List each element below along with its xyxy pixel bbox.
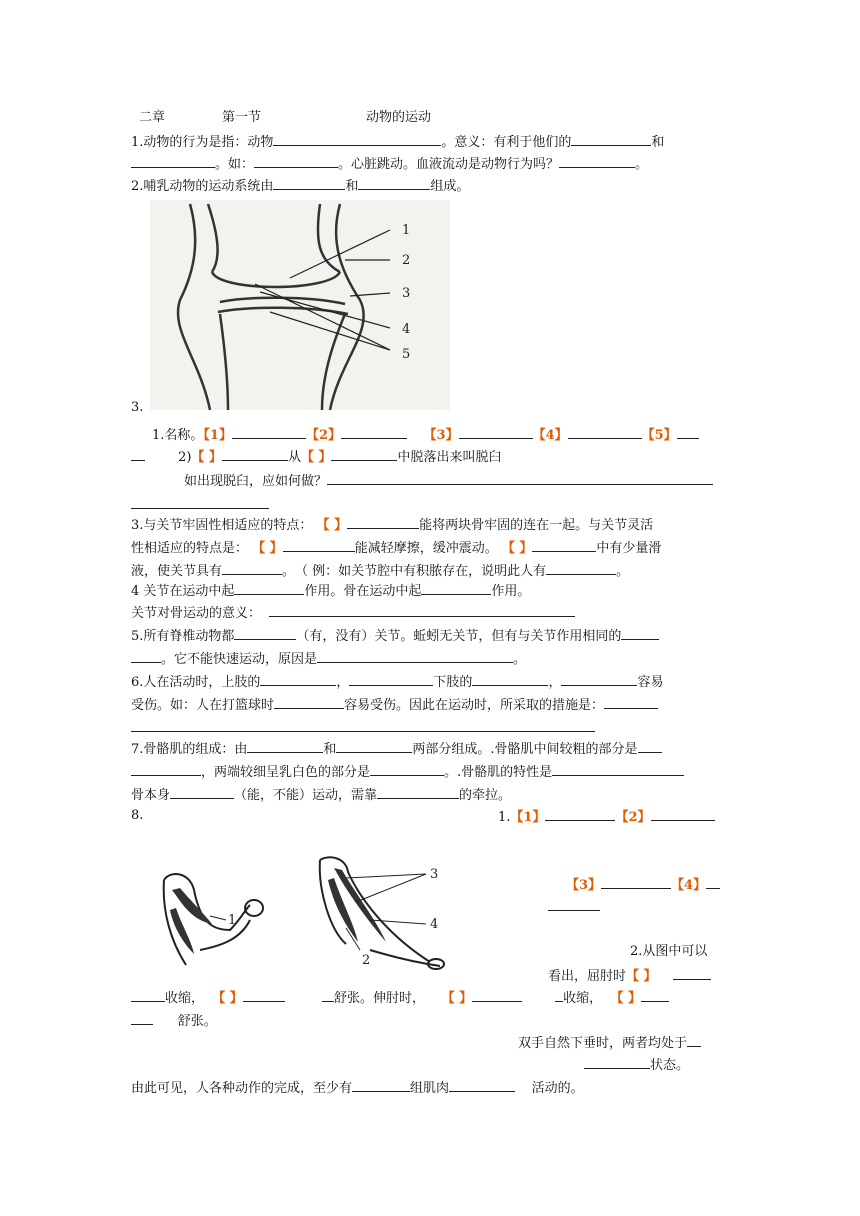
q2-line: 2.哺乳动物的运动系统由 和 组成。 xyxy=(131,175,731,195)
q7-line-3: 骨本身 （能，不能）运动，需靠 的牵拉。 xyxy=(131,784,731,804)
blank[interactable] xyxy=(377,784,459,799)
leader-line-3 xyxy=(356,874,426,902)
q3-names-line: 1.名称。【1】 【2】 【3】 【4】 【5】 xyxy=(152,424,732,444)
blank[interactable] xyxy=(571,131,651,146)
blank[interactable] xyxy=(131,717,595,732)
blank[interactable] xyxy=(322,987,334,1002)
blank[interactable] xyxy=(131,153,215,168)
q1-line-1: 1.动物的行为是指：动物 。意义：有利于他们的 和 xyxy=(131,131,731,151)
figure-label: 1 xyxy=(402,223,411,238)
blank[interactable] xyxy=(421,580,491,595)
q4-line-2: 关节对骨运动的意义： xyxy=(131,602,731,622)
figure-label: 4 xyxy=(430,917,439,932)
figure-label: 5 xyxy=(402,347,411,362)
blank[interactable] xyxy=(254,153,338,168)
blank[interactable] xyxy=(472,671,548,686)
blank[interactable] xyxy=(584,1054,650,1069)
q8-labels-line-2: 【3】 【4】 xyxy=(566,874,732,894)
figure-label: 1 xyxy=(228,913,237,928)
blank[interactable] xyxy=(552,761,684,776)
leader-line-4 xyxy=(370,920,426,924)
q3-dislocation-line: 2)【 】 从【 】 中脱落出来叫脱臼 xyxy=(131,446,731,466)
flexed-arm-outline xyxy=(200,920,250,950)
arm-muscle-diagram xyxy=(150,850,460,975)
blank[interactable] xyxy=(706,874,720,889)
blank[interactable] xyxy=(621,625,659,640)
blank[interactable] xyxy=(358,175,430,190)
chapter-label: 二章 xyxy=(139,110,166,125)
blank[interactable] xyxy=(283,537,355,552)
triceps-muscle xyxy=(170,908,194,954)
extended-arm-outline xyxy=(370,950,440,966)
blank[interactable] xyxy=(555,987,563,1002)
q3b-line-3: 液，使关节具有 。 （ 例：如关节腔中有积脓存在，说明此人有 。 xyxy=(131,560,731,580)
q7-line-1: 7.骨骼肌的组成：由 和 两部分组成。.骨骼肌中间较粗的部分是 xyxy=(131,738,731,758)
blank[interactable] xyxy=(548,896,600,911)
blank[interactable] xyxy=(559,153,635,168)
q8-hang-line: 双手自然下垂时，两者均处于 xyxy=(518,1032,732,1052)
figure-label: 4 xyxy=(402,322,411,337)
blank[interactable] xyxy=(170,784,234,799)
q8-flex-extend-line: 收缩， 【 】 舒张。伸肘时， 【 】 收缩， 【 】 xyxy=(131,987,731,1007)
blank[interactable] xyxy=(232,424,306,439)
blank[interactable] xyxy=(274,694,344,709)
blank[interactable] xyxy=(234,580,304,595)
blank[interactable] xyxy=(370,761,444,776)
blank[interactable] xyxy=(347,514,419,529)
blank[interactable] xyxy=(331,446,397,461)
q3-number: 3. xyxy=(131,400,144,415)
q4-line-1: 4 关节在运动中起 作用。骨在运动中起 作用。 xyxy=(131,580,731,600)
blank[interactable] xyxy=(568,424,642,439)
q8-labels-line-1: 1.【1】 【2】 xyxy=(498,806,732,826)
blank[interactable] xyxy=(336,738,412,753)
blank[interactable] xyxy=(352,1077,410,1092)
blank[interactable] xyxy=(327,470,713,485)
leader-line-3 xyxy=(346,874,426,878)
blank[interactable] xyxy=(546,560,616,575)
blank[interactable] xyxy=(131,494,269,509)
blank[interactable] xyxy=(247,738,323,753)
blank[interactable] xyxy=(561,671,637,686)
q8-flex-line: 看出，屈肘时【 】 xyxy=(548,965,732,985)
blank[interactable] xyxy=(604,694,658,709)
q8-relax-end-line: 舒张。 xyxy=(131,1010,731,1030)
blank[interactable] xyxy=(673,965,711,980)
blank[interactable] xyxy=(532,537,596,552)
figure-label: 3 xyxy=(430,867,439,882)
q6-line-2: 受伤。如：人在打篮球时 容易受伤。因此在运动时，所采取的措施是： xyxy=(131,694,731,714)
q8-final-line: 由此可见，人各种动作的完成，至少有 组肌肉 活动的。 xyxy=(131,1077,731,1097)
blank[interactable] xyxy=(273,175,345,190)
blank[interactable] xyxy=(341,424,407,439)
blank[interactable] xyxy=(269,602,575,617)
blank[interactable] xyxy=(472,987,522,1002)
q3-treatment-blank xyxy=(131,494,731,514)
blank[interactable] xyxy=(222,446,288,461)
figure-label: 3 xyxy=(402,286,411,301)
blank[interactable] xyxy=(131,987,165,1002)
blank[interactable] xyxy=(131,1010,153,1025)
blank[interactable] xyxy=(131,446,145,461)
figure-label: 2 xyxy=(402,253,411,268)
blank[interactable] xyxy=(349,671,433,686)
q8-state-line: 状态。 xyxy=(584,1054,732,1074)
section-label: 第一节 xyxy=(222,110,262,125)
blank[interactable] xyxy=(601,874,671,889)
q6-line-1: 6.人在活动时，上肢的 ， 下肢的 ， 容易 xyxy=(131,671,731,691)
q5-line-2: 。它不能快速运动，原因是 。 xyxy=(131,648,731,668)
q8-number: 8. xyxy=(131,808,144,823)
blank[interactable] xyxy=(234,625,296,640)
blank[interactable] xyxy=(459,424,533,439)
blank[interactable] xyxy=(273,131,441,146)
blank[interactable] xyxy=(131,761,201,776)
q3b-line-2: 性相适应的特点是： 【 】 能减轻摩擦，缓冲震动。 【 】 中有少量滑 xyxy=(131,537,731,557)
blank[interactable] xyxy=(687,1032,701,1047)
blank[interactable] xyxy=(641,987,669,1002)
q3-treatment-line: 如出现脱臼，应如何做？ xyxy=(184,470,732,490)
q8-labels-line-3 xyxy=(548,896,608,916)
blank[interactable] xyxy=(651,806,715,821)
q1-line-2: 。如： 。心脏跳动。血液流动是动物行为吗？ 。 xyxy=(131,153,731,173)
blank[interactable] xyxy=(677,424,699,439)
blank[interactable] xyxy=(222,560,282,575)
leader-line-1 xyxy=(210,916,226,920)
blank[interactable] xyxy=(317,648,513,663)
page-title: 动物的运动 xyxy=(366,110,432,125)
blank[interactable] xyxy=(449,1077,515,1092)
q3b-line-1: 3.与关节牢固性相适应的特点： 【 】 能将两块骨牢固的连在一起。与关节灵活 xyxy=(131,514,731,534)
blank[interactable] xyxy=(638,738,662,753)
triceps-muscle xyxy=(328,878,358,942)
q7-line-2: ，两端较细呈乳白色的部分是 。.骨骼肌的特性是 xyxy=(131,761,731,781)
blank[interactable] xyxy=(131,648,161,663)
blank[interactable] xyxy=(260,671,336,686)
joint-diagram xyxy=(150,200,450,410)
q5-line-1: 5.所有脊椎动物都 （有，没有）关节。蚯蚓无关节，但有与关节作用相同的 xyxy=(131,625,731,645)
blank[interactable] xyxy=(243,987,285,1002)
extended-arm-outline xyxy=(320,857,430,962)
q6-line-3 xyxy=(131,717,731,737)
q8-part2-start: 2.从图中可以 xyxy=(630,944,708,959)
figure-label: 2 xyxy=(362,953,371,968)
blank[interactable] xyxy=(545,806,615,821)
